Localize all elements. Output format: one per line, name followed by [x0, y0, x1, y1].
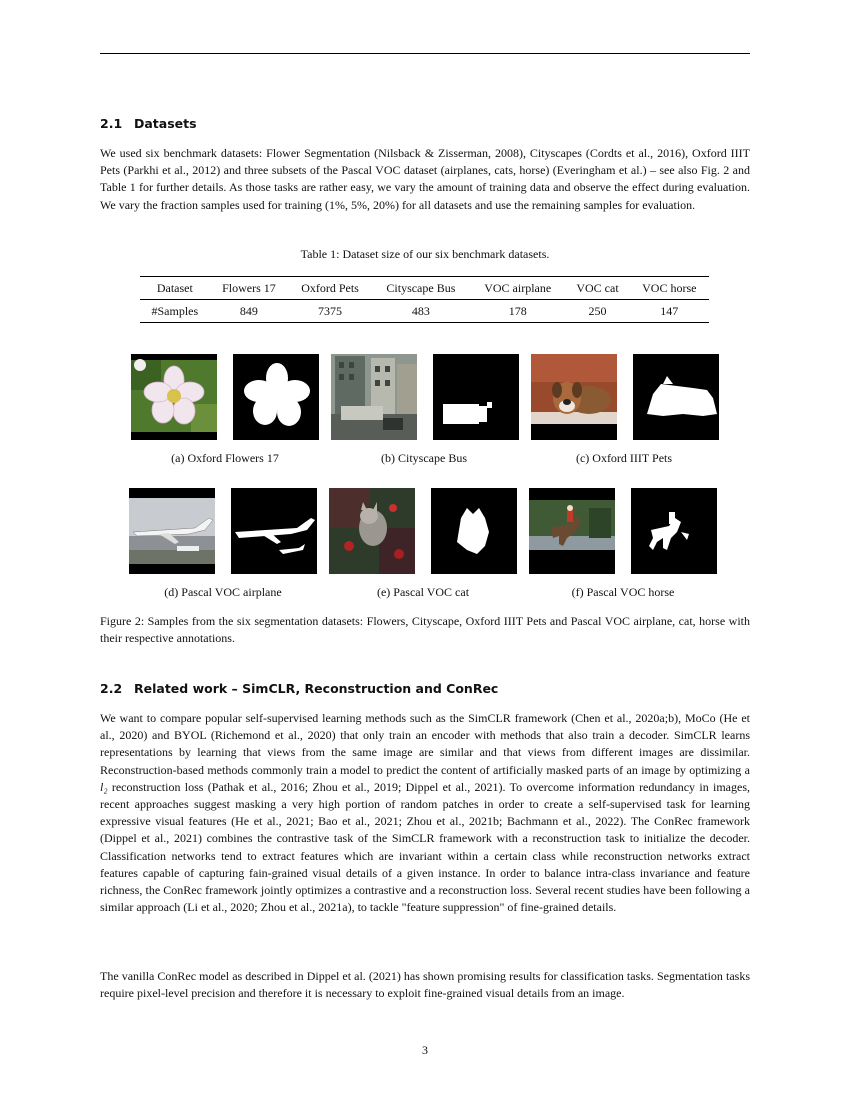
table-header-cell: Oxford Pets [301, 280, 359, 295]
section-heading-datasets [100, 116, 197, 131]
subcaption-b: (b) Cityscape Bus [381, 451, 467, 465]
top-rule [100, 53, 750, 54]
subcaption-d: (d) Pascal VOC airplane [164, 585, 282, 599]
related-work-paragraph-1 [100, 710, 750, 916]
cityscape-sample-image [331, 354, 417, 440]
subcaption-a: (a) Oxford Flowers 17 [171, 451, 279, 465]
table-header-cell: VOC cat [576, 280, 619, 295]
paragraph-text: We want to compare popular self-supervised learning methods such as the SimCLR framework (Chen et al., 2020a;b), MoCo (He et al., 2020) and BYOL (Richemond et al., 2020) that only train an encoder with methods that also train a decoder. SimCLR learns representations by learning that views from the same image are similar and that views from different images are dissimilar. Reconstruction-based methods commonly train a model to predict the content of artificially masked parts of an image by optimizing a [100, 711, 750, 777]
dataset-size-table [140, 276, 709, 323]
table-cell: 178 [508, 303, 527, 318]
table-cell: 250 [588, 303, 607, 318]
subcaption-c: (c) Oxford IIIT Pets [575, 451, 673, 465]
cityscape-mask-image [433, 354, 519, 440]
page-number: 3 [422, 1043, 428, 1057]
airplane-sample-image [129, 488, 215, 574]
section-title: Related work – SimCLR, Reconstruction and ConRec [134, 681, 499, 696]
section-number: 2.2 [100, 681, 123, 696]
table-row [140, 300, 709, 323]
pets-mask-image [633, 354, 719, 440]
table-cell: 7375 [318, 303, 343, 318]
table-header-row [140, 277, 709, 300]
datasets-paragraph: We used six benchmark datasets: Flower Segmentation (Nilsback & Zisserman, 2008), Cityscapes (Cordts et al., 2016), Oxford IIIT Pets (Parkhi et al., 2012) and three subsets of the Pascal VOC dataset (airplanes, cats, horse) (Everingham et al.) – see also Fig. 2 and Table 1 for further details. As those tasks are rather easy, we vary the amount of training data and observe the effect during evaluation. We vary the fraction samples used for training (1%, 5%, 20%) for all datasets and use the remaining samples for evaluation. [100, 146, 750, 212]
table-cell: 147 [660, 303, 679, 318]
table-header-cell: Cityscape Bus [386, 280, 456, 295]
related-work-paragraph-2: The vanilla ConRec model as described in Dippel et al. (2021) has shown promising results for classification tasks. Segmentation tasks require pixel-level precision and therefore it is necessary to exploit fine-grained visual details from an image. [100, 969, 750, 1001]
flower-mask-image [233, 354, 319, 440]
table-header-cell: Flowers 17 [222, 280, 276, 295]
subcaption-e: (e) Pascal VOC cat [376, 585, 470, 599]
paragraph-text: reconstruction loss (Pathak et al., 2016; Zhou et al., 2019; Dippel et al., 2021). To overcome information redundancy in images, recent approaches suggest masking a very high portion of random patches in order to create a self-supervised task for learning expressive visual features (He et al., 2021; Bao et al., 2021; Zhou et al., 2021b; Bachmann et al., 2022). The ConRec framework (Dippel et al., 2021) combines the contrastive task of the SimCLR framework with a reconstruction task to initialize the decoder. Classification networks tend to extract features which are invariant within a certain class while reconstruction networks extract features capable of capturing fain-grained visual details of a given instance. In order to balance intra-class invariance and feature richness, the ConRec framework jointly optimizes a contrastive and a reconstruction loss. Several recent studies have been following a similar approach (Li et al., 2020; Zhou et al., 2021a), to tackle "feature suppression" of fine-grained details. [100, 779, 750, 915]
pets-sample-image [531, 354, 617, 440]
horse-mask-image [631, 488, 717, 574]
table-cell: 849 [239, 303, 258, 318]
airplane-mask-image [231, 488, 317, 574]
horse-sample-image [529, 488, 615, 574]
section-heading-related-work [100, 681, 498, 696]
table-cell: #Samples [151, 303, 199, 318]
table-header-cell: VOC airplane [484, 280, 552, 295]
cat-sample-image [329, 488, 415, 574]
table-caption: Table 1: Dataset size of our six benchmark datasets. [300, 247, 550, 261]
table-header-cell: Dataset [156, 280, 193, 295]
flower-sample-image [131, 354, 217, 440]
figure-caption: Figure 2: Samples from the six segmentation datasets: Flowers, Cityscape, Oxford IIIT Pets and Pascal VOC airplane, cat, horse with their respective annotations. [100, 614, 750, 645]
table-cell: 483 [411, 303, 430, 318]
cat-mask-image [431, 488, 517, 574]
table-header-cell: VOC horse [642, 280, 697, 295]
section-number: 2.1 [100, 116, 123, 131]
math-l2: l₂ [100, 779, 108, 794]
subcaption-f: (f) Pascal VOC horse [571, 585, 675, 599]
section-title: Datasets [134, 116, 197, 131]
